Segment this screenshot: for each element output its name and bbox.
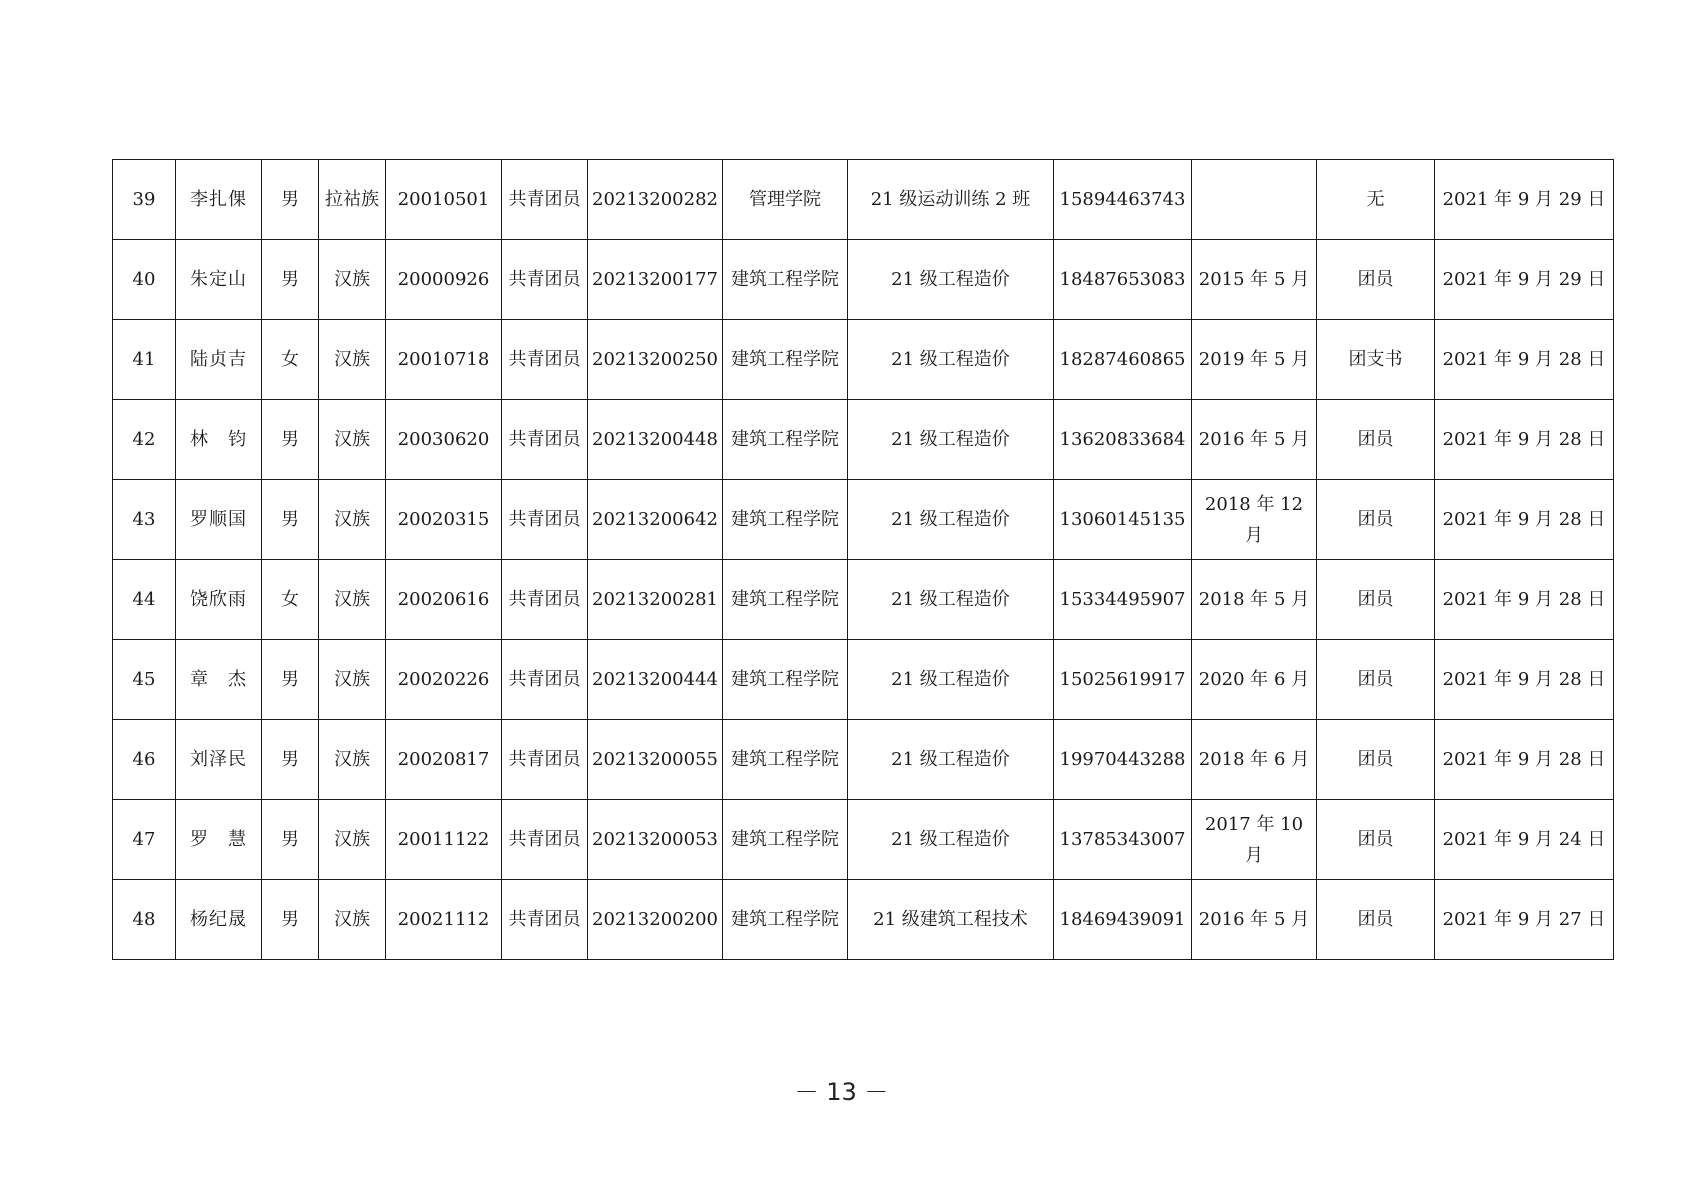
member-phone: 19970443288 bbox=[1054, 720, 1192, 800]
member-political-status: 共青团员 bbox=[502, 400, 588, 480]
member-gender: 女 bbox=[262, 560, 319, 640]
member-class: 21 级工程造价 bbox=[848, 720, 1054, 800]
member-ethnicity: 汉族 bbox=[319, 640, 386, 720]
member-student-id: 20213200250 bbox=[588, 320, 723, 400]
member-student-id: 20213200177 bbox=[588, 240, 723, 320]
member-name: 刘泽民 bbox=[176, 720, 262, 800]
member-birth-date: 20010718 bbox=[386, 320, 502, 400]
member-student-id: 20213200282 bbox=[588, 160, 723, 240]
member-political-status: 共青团员 bbox=[502, 720, 588, 800]
member-college: 建筑工程学院 bbox=[723, 720, 848, 800]
member-political-status: 共青团员 bbox=[502, 640, 588, 720]
member-position: 团员 bbox=[1317, 720, 1435, 800]
member-join-date bbox=[1192, 160, 1317, 240]
application-date: 2021 年 9 月 29 日 bbox=[1435, 160, 1614, 240]
member-college: 建筑工程学院 bbox=[723, 640, 848, 720]
application-date: 2021 年 9 月 27 日 bbox=[1435, 880, 1614, 960]
member-college: 建筑工程学院 bbox=[723, 880, 848, 960]
member-political-status: 共青团员 bbox=[502, 560, 588, 640]
member-birth-date: 20021112 bbox=[386, 880, 502, 960]
member-gender: 女 bbox=[262, 320, 319, 400]
member-birth-date: 20020315 bbox=[386, 480, 502, 560]
member-name: 朱定山 bbox=[176, 240, 262, 320]
member-join-date: 2016 年 5 月 bbox=[1192, 880, 1317, 960]
table-row bbox=[113, 880, 1614, 960]
member-name: 罗 慧 bbox=[176, 800, 262, 880]
member-college: 建筑工程学院 bbox=[723, 400, 848, 480]
member-name: 饶欣雨 bbox=[176, 560, 262, 640]
member-join-date: 2015 年 5 月 bbox=[1192, 240, 1317, 320]
member-phone: 13785343007 bbox=[1054, 800, 1192, 880]
member-college: 建筑工程学院 bbox=[723, 240, 848, 320]
row-number: 43 bbox=[113, 480, 176, 560]
application-date: 2021 年 9 月 28 日 bbox=[1435, 400, 1614, 480]
table-row bbox=[113, 720, 1614, 800]
member-join-date: 2019 年 5 月 bbox=[1192, 320, 1317, 400]
member-ethnicity: 汉族 bbox=[319, 720, 386, 800]
application-date: 2021 年 9 月 28 日 bbox=[1435, 640, 1614, 720]
member-position: 团员 bbox=[1317, 240, 1435, 320]
member-class: 21 级工程造价 bbox=[848, 400, 1054, 480]
member-student-id: 20213200281 bbox=[588, 560, 723, 640]
application-date: 2021 年 9 月 28 日 bbox=[1435, 560, 1614, 640]
table-row bbox=[113, 640, 1614, 720]
member-phone: 13060145135 bbox=[1054, 480, 1192, 560]
member-ethnicity: 汉族 bbox=[319, 800, 386, 880]
member-birth-date: 20020616 bbox=[386, 560, 502, 640]
member-birth-date: 20020817 bbox=[386, 720, 502, 800]
member-phone: 18487653083 bbox=[1054, 240, 1192, 320]
member-name: 章 杰 bbox=[176, 640, 262, 720]
member-join-date: 2017 年 10 月 bbox=[1192, 800, 1317, 880]
member-political-status: 共青团员 bbox=[502, 480, 588, 560]
member-class: 21 级工程造价 bbox=[848, 640, 1054, 720]
member-college: 建筑工程学院 bbox=[723, 480, 848, 560]
member-position: 团员 bbox=[1317, 800, 1435, 880]
member-join-date: 2018 年 6 月 bbox=[1192, 720, 1317, 800]
member-phone: 18287460865 bbox=[1054, 320, 1192, 400]
member-ethnicity: 汉族 bbox=[319, 560, 386, 640]
member-student-id: 20213200055 bbox=[588, 720, 723, 800]
member-name: 陆贞吉 bbox=[176, 320, 262, 400]
member-ethnicity: 汉族 bbox=[319, 400, 386, 480]
member-student-id: 20213200200 bbox=[588, 880, 723, 960]
member-college: 建筑工程学院 bbox=[723, 320, 848, 400]
row-number: 47 bbox=[113, 800, 176, 880]
member-position: 团员 bbox=[1317, 640, 1435, 720]
member-phone: 15025619917 bbox=[1054, 640, 1192, 720]
member-class: 21 级工程造价 bbox=[848, 800, 1054, 880]
member-join-date: 2018 年 5 月 bbox=[1192, 560, 1317, 640]
member-gender: 男 bbox=[262, 480, 319, 560]
member-join-date: 2020 年 6 月 bbox=[1192, 640, 1317, 720]
application-date: 2021 年 9 月 28 日 bbox=[1435, 480, 1614, 560]
member-political-status: 共青团员 bbox=[502, 800, 588, 880]
member-phone: 15334495907 bbox=[1054, 560, 1192, 640]
member-gender: 男 bbox=[262, 880, 319, 960]
member-position: 团员 bbox=[1317, 400, 1435, 480]
member-gender: 男 bbox=[262, 400, 319, 480]
member-ethnicity: 汉族 bbox=[319, 240, 386, 320]
member-gender: 男 bbox=[262, 640, 319, 720]
member-join-date: 2018 年 12 月 bbox=[1192, 480, 1317, 560]
member-class: 21 级工程造价 bbox=[848, 320, 1054, 400]
member-ethnicity: 拉祜族 bbox=[319, 160, 386, 240]
member-student-id: 20213200642 bbox=[588, 480, 723, 560]
member-name: 杨纪晟 bbox=[176, 880, 262, 960]
member-position: 团员 bbox=[1317, 880, 1435, 960]
member-ethnicity: 汉族 bbox=[319, 880, 386, 960]
member-roster-table bbox=[112, 159, 1614, 960]
member-ethnicity: 汉族 bbox=[319, 320, 386, 400]
table-row bbox=[113, 560, 1614, 640]
application-date: 2021 年 9 月 28 日 bbox=[1435, 320, 1614, 400]
member-birth-date: 20030620 bbox=[386, 400, 502, 480]
member-join-date: 2016 年 5 月 bbox=[1192, 400, 1317, 480]
member-political-status: 共青团员 bbox=[502, 320, 588, 400]
member-gender: 男 bbox=[262, 160, 319, 240]
application-date: 2021 年 9 月 28 日 bbox=[1435, 720, 1614, 800]
table-row bbox=[113, 240, 1614, 320]
member-college: 建筑工程学院 bbox=[723, 560, 848, 640]
member-name: 李扎倮 bbox=[176, 160, 262, 240]
row-number: 44 bbox=[113, 560, 176, 640]
member-gender: 男 bbox=[262, 720, 319, 800]
application-date: 2021 年 9 月 24 日 bbox=[1435, 800, 1614, 880]
member-phone: 18469439091 bbox=[1054, 880, 1192, 960]
table-row bbox=[113, 480, 1614, 560]
member-position: 团员 bbox=[1317, 480, 1435, 560]
table-row bbox=[113, 320, 1614, 400]
member-political-status: 共青团员 bbox=[502, 240, 588, 320]
member-class: 21 级工程造价 bbox=[848, 560, 1054, 640]
member-class: 21 级工程造价 bbox=[848, 240, 1054, 320]
member-birth-date: 20000926 bbox=[386, 240, 502, 320]
member-birth-date: 20011122 bbox=[386, 800, 502, 880]
member-class: 21 级建筑工程技术 bbox=[848, 880, 1054, 960]
member-position: 团员 bbox=[1317, 560, 1435, 640]
application-date: 2021 年 9 月 29 日 bbox=[1435, 240, 1614, 320]
table-row bbox=[113, 400, 1614, 480]
table-row bbox=[113, 800, 1614, 880]
member-phone: 15894463743 bbox=[1054, 160, 1192, 240]
row-number: 46 bbox=[113, 720, 176, 800]
row-number: 41 bbox=[113, 320, 176, 400]
member-student-id: 20213200053 bbox=[588, 800, 723, 880]
row-number: 45 bbox=[113, 640, 176, 720]
member-student-id: 20213200448 bbox=[588, 400, 723, 480]
row-number: 40 bbox=[113, 240, 176, 320]
member-phone: 13620833684 bbox=[1054, 400, 1192, 480]
row-number: 48 bbox=[113, 880, 176, 960]
member-name: 林 钧 bbox=[176, 400, 262, 480]
member-birth-date: 20010501 bbox=[386, 160, 502, 240]
member-gender: 男 bbox=[262, 800, 319, 880]
member-college: 管理学院 bbox=[723, 160, 848, 240]
member-ethnicity: 汉族 bbox=[319, 480, 386, 560]
member-name: 罗顺国 bbox=[176, 480, 262, 560]
row-number: 39 bbox=[113, 160, 176, 240]
member-gender: 男 bbox=[262, 240, 319, 320]
page-number: － 13 － bbox=[794, 1078, 889, 1106]
member-political-status: 共青团员 bbox=[502, 880, 588, 960]
member-college: 建筑工程学院 bbox=[723, 800, 848, 880]
member-student-id: 20213200444 bbox=[588, 640, 723, 720]
table-row bbox=[113, 160, 1614, 240]
member-birth-date: 20020226 bbox=[386, 640, 502, 720]
member-political-status: 共青团员 bbox=[502, 160, 588, 240]
member-class: 21 级工程造价 bbox=[848, 480, 1054, 560]
row-number: 42 bbox=[113, 400, 176, 480]
member-position: 无 bbox=[1317, 160, 1435, 240]
member-position: 团支书 bbox=[1317, 320, 1435, 400]
member-class: 21 级运动训练 2 班 bbox=[848, 160, 1054, 240]
